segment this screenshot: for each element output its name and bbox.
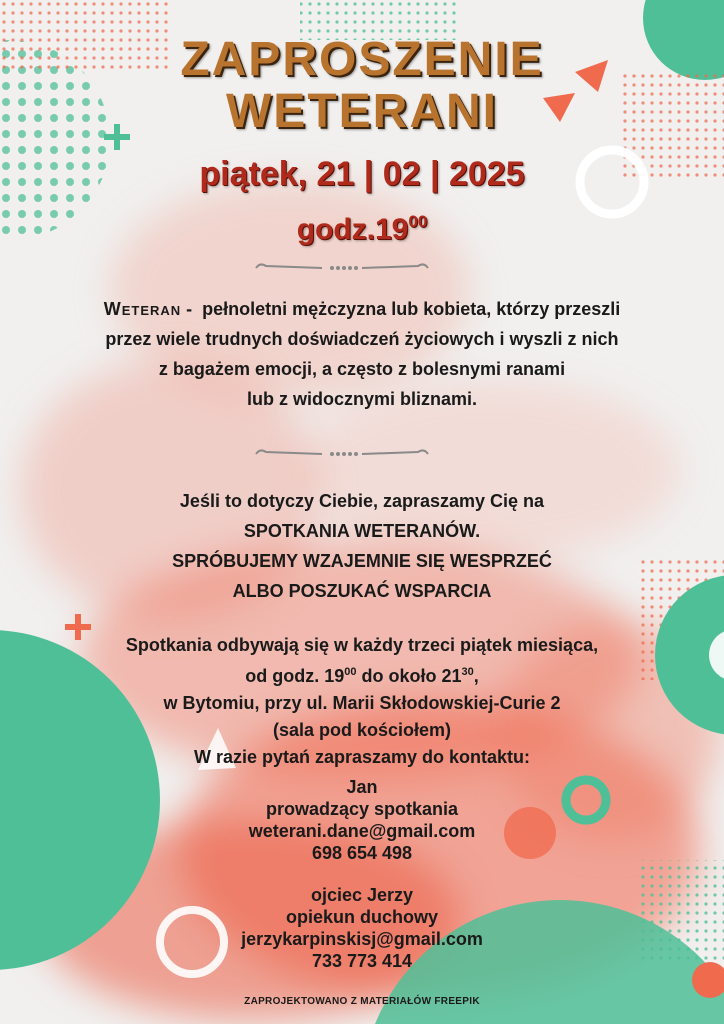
schedule-line-4: (sala pod kościołem) xyxy=(272,720,452,740)
ornament-divider-middle xyxy=(252,444,432,464)
page-title xyxy=(0,34,724,138)
contact-phone[interactable]: 698 654 498 xyxy=(311,843,413,863)
ornament-divider-top xyxy=(252,258,432,278)
contact-name: Jan xyxy=(346,777,378,797)
invitation-block xyxy=(0,486,724,606)
schedule-block xyxy=(0,632,724,771)
contact-email[interactable]: jerzykarpinskisj@gmail.com xyxy=(241,929,483,949)
contact-email[interactable]: weterani.dane@gmail.com xyxy=(248,821,476,841)
event-time-hour: godz.19 xyxy=(296,213,409,246)
invitation-line-3: SPRÓBUJEMY WZAJEMNIE SIĘ WESPRZEĆ xyxy=(172,551,552,571)
invitation-line-2: SPOTKANIA WETERANÓW. xyxy=(243,521,481,541)
schedule-line-3: w Bytomiu, przy ul. Marii Skłodowskiej-Curie 2 xyxy=(163,693,561,713)
contact-jerzy xyxy=(0,884,724,972)
invitation-line-1: Jeśli to dotyczy Ciebie, zapraszamy Cię na xyxy=(179,491,545,511)
definition-line-1 xyxy=(0,294,724,324)
event-time-minutes: 00 xyxy=(408,212,428,231)
definition-term: Weteran xyxy=(103,299,182,319)
schedule-start-time: od godz. 19 xyxy=(245,666,345,686)
event-date: piątek, 21 | 02 | 2025 xyxy=(199,155,525,193)
schedule-end-minutes: 30 xyxy=(461,666,474,678)
schedule-line-5: W razie pytań zapraszamy do kontaktu: xyxy=(193,747,531,767)
definition-line-2: przez wiele trudnych doświadczeń życiowych i wyszli z nich xyxy=(105,329,619,349)
event-time xyxy=(0,212,724,247)
schedule-end-time: do około 21 xyxy=(356,666,462,686)
title-line-1: ZAPROSZENIE xyxy=(180,33,544,86)
definition-separator: - xyxy=(181,299,203,319)
definition-line-4: lub z widocznymi bliznami. xyxy=(246,389,478,409)
contact-jan xyxy=(0,776,724,864)
schedule-line-1: Spotkania odbywają się w każdy trzeci piątek miesiąca, xyxy=(125,635,599,655)
definition-line-1-text: pełnoletni mężczyzna lub kobieta, którzy przeszli xyxy=(202,299,621,319)
schedule-start-minutes: 00 xyxy=(344,666,357,678)
schedule-comma: , xyxy=(473,666,479,686)
title-line-2: WETERANI xyxy=(226,85,498,138)
invitation-line-4: ALBO POSZUKAĆ WSPARCIA xyxy=(232,581,492,601)
definition-line-3: z bagażem emocji, a często z bolesnymi ranami xyxy=(158,359,566,379)
schedule-line-2 xyxy=(0,659,724,690)
contact-name: ojciec Jerzy xyxy=(310,885,414,905)
footer-credit: ZAPROJEKTOWANO Z MATERIAŁÓW FREEPIK xyxy=(244,996,480,1007)
weteran-definition xyxy=(0,294,724,414)
contact-role: opiekun duchowy xyxy=(285,907,438,927)
contact-phone[interactable]: 733 773 414 xyxy=(311,951,413,971)
contact-role: prowadzący spotkania xyxy=(265,799,459,819)
